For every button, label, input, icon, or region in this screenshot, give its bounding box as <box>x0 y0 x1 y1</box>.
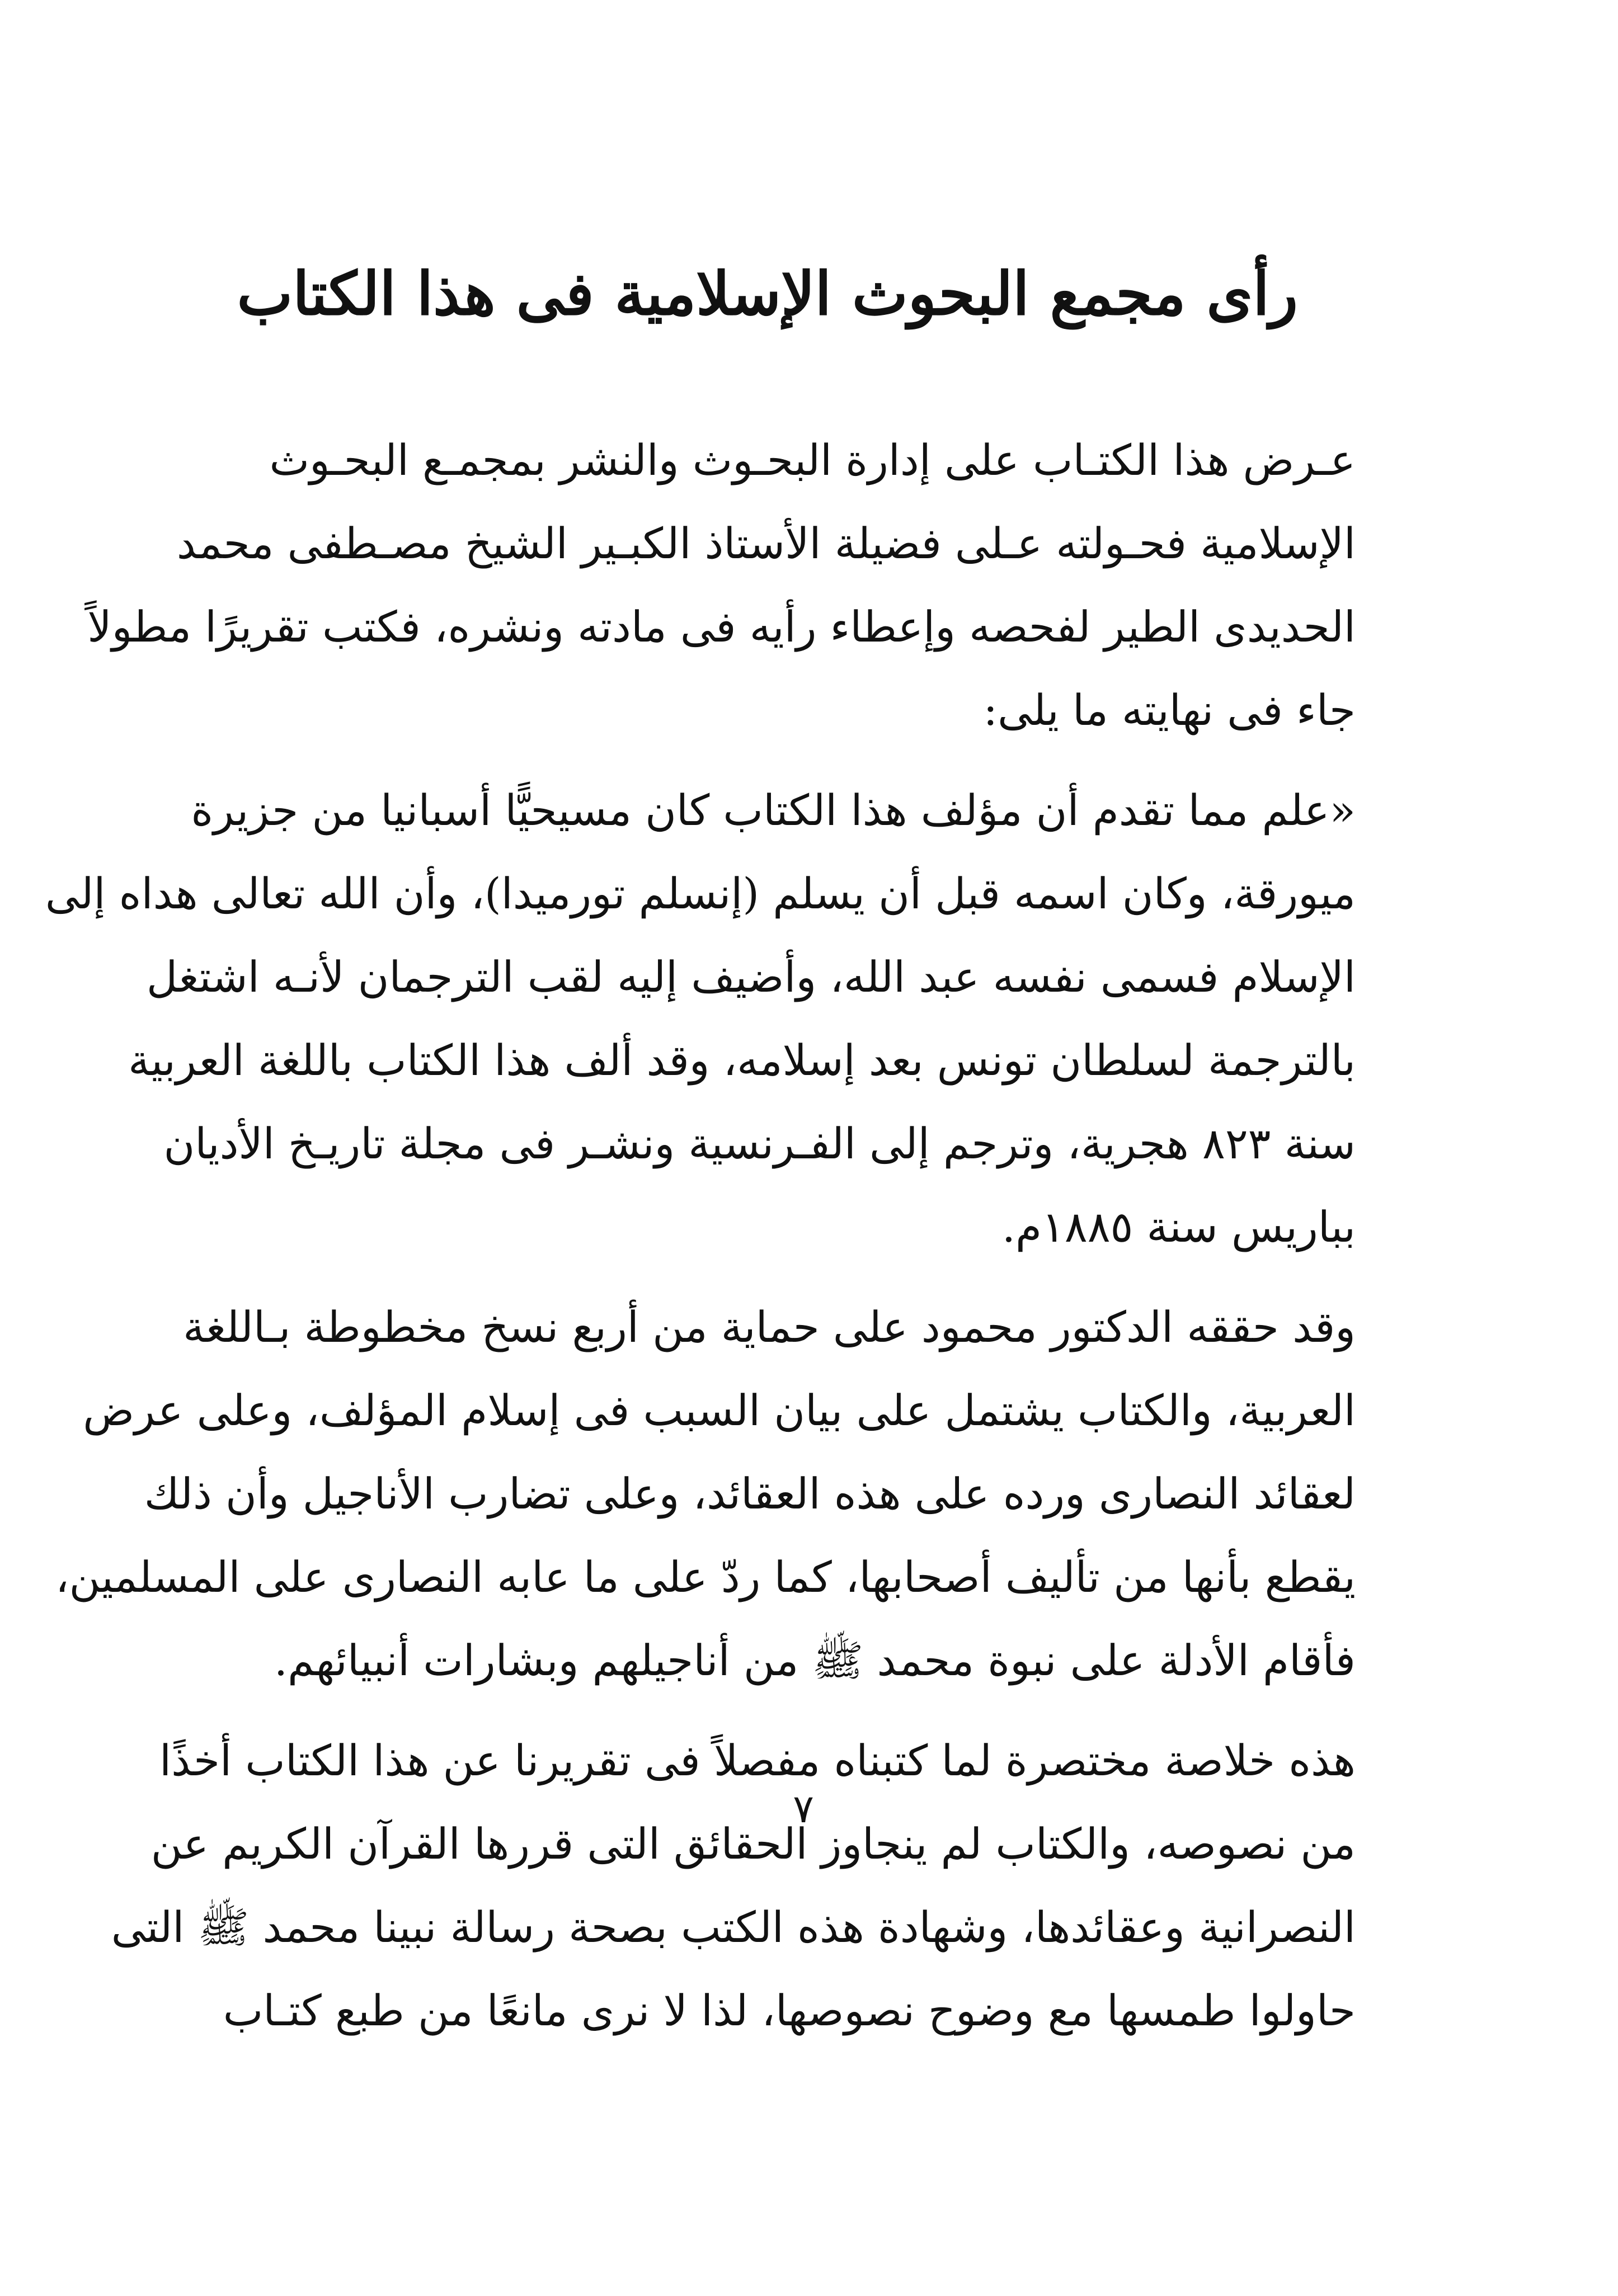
text-line: بالترجمة لسلطان تونس بعد إسلامه، وقد ألف هذا الكتاب باللغة العربية <box>128 1035 1356 1085</box>
paragraph-quote <box>45 769 1356 1269</box>
text-line: النصرانية وعقائدها، وشهادة هذه الكتب بصحة رسالة نبينا محمد ﷺ التى <box>111 1902 1356 1952</box>
text-line: بباريس سنة ١٨٨٥م. <box>1001 1202 1356 1252</box>
text-line: عـرض هذا الكتـاب على إدارة البحـوث والنشر بمجمـع البحـوث <box>269 435 1356 485</box>
paragraph-intro <box>87 418 1356 752</box>
text-line: الحديدى الطير لفحصه وإعطاء رأيه فى مادته ونشره، فكتب تقريرًا مطولاً <box>87 602 1356 652</box>
text-line: من نصوصه، والكتاب لم ينجاوز الحقائق التى قررها القرآن الكريم عن <box>150 1819 1356 1869</box>
text-line: العربية، والكتاب يشتمل على بيان السبب فى إسلام المؤلف، وعلى عرض <box>83 1385 1356 1435</box>
text-line: ميورقة، وكان اسمه قبل أن يسلم (إنسلم تورميدا)، وأن الله تعالى هداه إلى <box>45 869 1356 918</box>
text-line: حاولوا طمسها مع وضوح نصوصها، لذا لا نرى مانعًا من طبع كتـاب <box>223 1986 1356 2035</box>
text-line: لعقائد النصارى ورده على هذه العقائد، وعلى تضارب الأناجيل وأن ذلك <box>144 1469 1356 1519</box>
text-line: سنة ٨٢٣ هجرية، وترجم إلى الفـرنسية ونشـر فى مجلة تاريـخ الأديان <box>163 1119 1356 1168</box>
page-number: ٧ <box>793 1786 814 1832</box>
paragraph-summary <box>111 1719 1356 2052</box>
text-line: يقطع بأنها من تأليف أصحابها، كما ردّ على ما عابه النصارى على المسلمين، <box>55 1552 1356 1602</box>
text-line: الإسلام فسمى نفسه عبد الله، وأضيف إليه لقب الترجمان لأنـه اشتغل <box>146 952 1356 1002</box>
text-line: هذه خلاصة مختصرة لما كتبناه مفصلاً فى تقريرنا عن هذا الكتاب أخذًا <box>159 1736 1356 1785</box>
text-line: الإسلامية فحـولته عـلى فضيلة الأستاذ الكبـير الشيخ مصـطفى محمد <box>176 518 1356 568</box>
paragraph-edition <box>55 1285 1356 1702</box>
text-line: وقد حققه الدكتور محمود على حماية من أربع نسخ مخطوطة بـاللغة <box>183 1302 1356 1352</box>
text-line: «علم مما تقدم أن مؤلف هذا الكتاب كان مسيحيًّا أسبانيا من جزيرة <box>191 785 1356 835</box>
page-title: رأى مجمع البحوث الإسلامية فى هذا الكتاب <box>237 258 1298 328</box>
text-line: جاء فى نهايته ما يلى: <box>983 685 1356 735</box>
text-line: فأقام الأدلة على نبوة محمد ﷺ من أناجيلهم وبشارات أنبيائهم. <box>274 1635 1356 1685</box>
